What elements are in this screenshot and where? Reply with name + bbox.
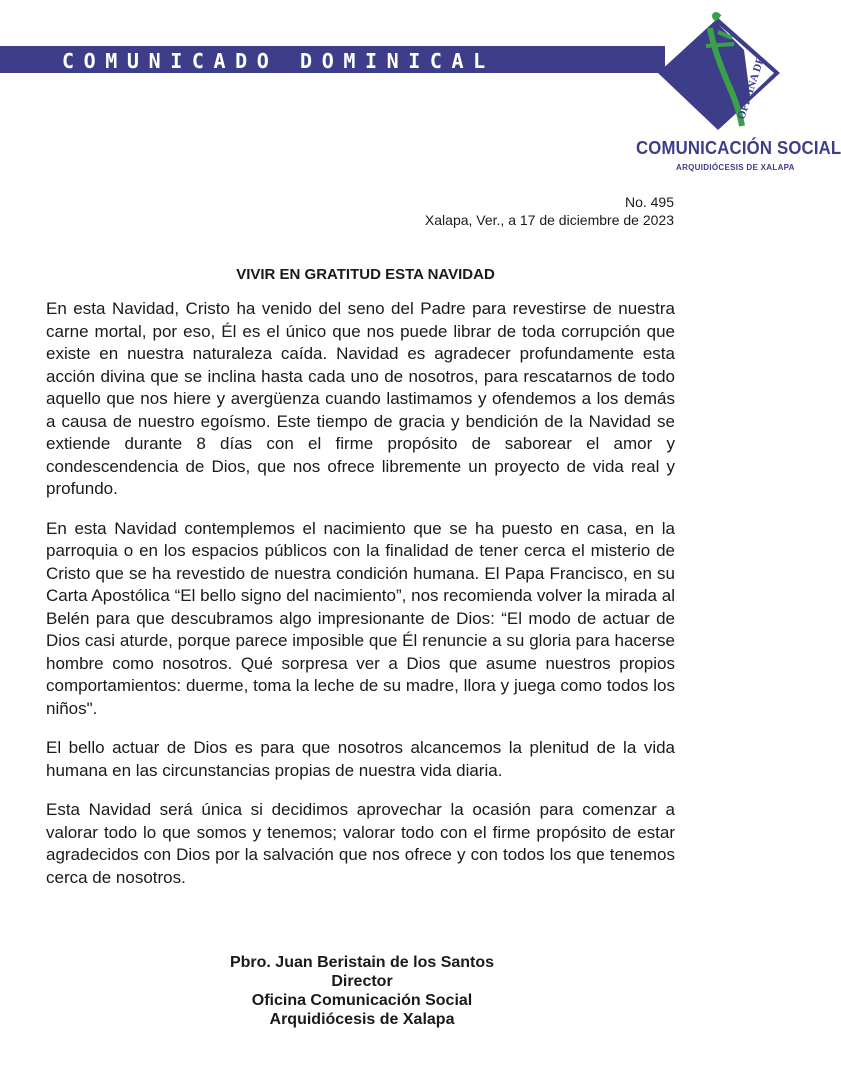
signature-block bbox=[0, 953, 724, 1029]
logo-figure-head bbox=[712, 12, 720, 20]
body-paragraph: En esta Navidad, Cristo ha venido del seno del Padre para revestirse de nuestra carne mortal, por eso, Él es el único que nos puede librar de toda corrupción que existe en nuestra naturaleza caída. Navidad es agradecer profundamente esta acción divina que se inclina hasta cada uno de nosotros, para rescatarnos de todo aquello que nos hiere y avergüenza cuando lastimamos y ofendemos a los demás a causa de nuestro egoísmo. Este tiempo de gracia y bendición de la Navidad se extiende durante 8 días con el firme propósito de saborear el amor y condescendencia de Dios, que nos ofrece libremente un proyecto de vida real y profundo. bbox=[46, 299, 675, 498]
document-title: VIVIR EN GRATITUD ESTA NAVIDAD bbox=[236, 266, 495, 283]
body-paragraph: Esta Navidad será única si decidimos aprovechar la ocasión para comenzar a valorar todo lo que somos y tenemos; valorar todo con el firme propósito de estar agradecidos con Dios por la salvación que nos ofrece y con todos los que tenemos cerca de nosotros. bbox=[46, 800, 675, 887]
signature-office: Oficina Comunicación Social bbox=[251, 992, 473, 1009]
document-number: No. 495 bbox=[624, 194, 674, 210]
document-date: Xalapa, Ver., a 17 de diciembre de 2023 bbox=[424, 212, 674, 228]
logo-vertical-text: OFICINA DE bbox=[735, 55, 767, 121]
logo-title: COMUNICACIÓN SOCIAL bbox=[636, 138, 841, 158]
body-paragraph: El bello actuar de Dios es para que nosotros alcancemos la plenitud de la vida humana en las circunstancias propias de nuestra vida diaria. bbox=[46, 738, 675, 780]
document-body bbox=[46, 298, 675, 906]
logo-subtitle: ARQUIDIÓCESIS DE XALAPA bbox=[676, 163, 795, 172]
body-paragraph: En esta Navidad contemplemos el nacimiento que se ha puesto en casa, en la parroquia o en los espacios públicos con la finalidad de tener cerca el misterio de Cristo que se ha revestido de nuestra condición humana. El Papa Francisco, en su Carta Apostólica “El bello signo del nacimiento”, nos recomienda volver la mirada al Belén para que descubramos algo impresionante de Dios: “El modo de actuar de Dios casi aturde, porque parece imposible que Él renuncie a su gloria para hacerse hombre como nosotros. Qué sorpresa ver a Dios que asume nuestros propios comportamientos: duerme, toma la leche de su madre, llora y juega como todos los niños". bbox=[46, 518, 675, 718]
signature-name: Pbro. Juan Beristain de los Santos bbox=[229, 954, 495, 971]
banner-title: COMUNICADO DOMINICAL bbox=[62, 49, 495, 73]
signature-role: Director bbox=[331, 973, 393, 990]
communication-office-logo bbox=[640, 10, 790, 138]
signature-org: Arquidiócesis de Xalapa bbox=[269, 1011, 455, 1028]
